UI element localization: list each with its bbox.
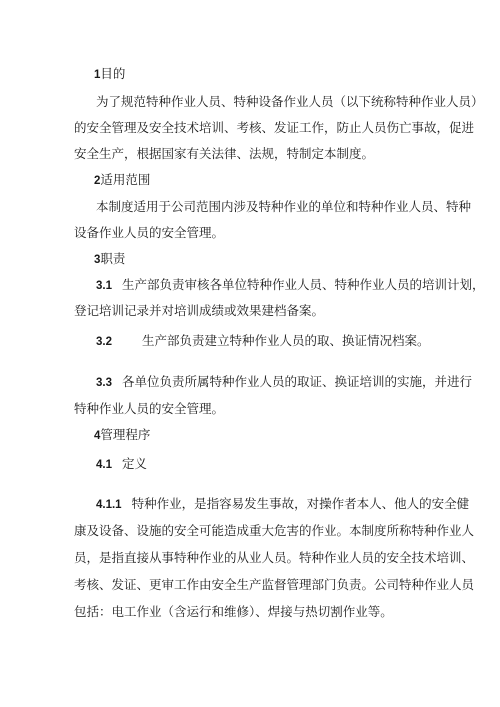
subsection-4-1-title: 定义 [122,456,148,471]
subsection-4-1-number: 4.1 [96,459,112,471]
item-4-1-1-line-4: 考核、发证、更审工作由安全生产监督管理部门负责。公司特种作业人员 [74,577,475,592]
item-4-1-1-line-2: 康及设备、设施的安全可能造成重大危害的作业。本制度所称特种作业人 [74,523,475,538]
item-3-2-line-1 [96,333,430,350]
item-3-1-line-1 [96,277,485,294]
item-3-1-text-1: 生产部负责审核各单位特种作业人员、特种作业人员的培训计划， [122,277,485,292]
item-4-1-1-line-1 [96,496,470,513]
item-3-1-line-2: 登记培训记录并对培训成绩或效果建档备案。 [74,303,325,318]
item-3-3-number: 3.3 [96,377,112,389]
section-2-number: 2 [94,175,101,187]
item-3-2-number: 3.2 [96,336,112,348]
section-3-title: 职责 [100,251,126,266]
section-1-line-1: 为了规范特种作业人员、特种设备作业人员（以下统称特种作业人员） [96,94,484,109]
section-1-number: 1 [94,69,101,81]
subsection-4-1-heading [96,456,147,473]
section-2-line-1: 本制度适用于公司范围内涉及特种作业的单位和特种作业人员、特种 [96,199,472,214]
item-3-3-text-1: 各单位负责所属特种作业人员的取证、换证培训的实施，并进行 [122,374,473,389]
section-1-line-2: 的安全管理及安全技术培训、考核、发证工作，防止人员伤亡事故，促进 [74,120,475,135]
item-3-3-line-2: 特种作业人员的安全管理。 [74,401,225,416]
section-2-line-2: 设备作业人员的安全管理。 [74,225,225,240]
item-4-1-1-text-1: 特种作业，是指容易发生事故，对操作者本人、他人的安全健 [131,496,470,511]
section-4-heading [94,427,150,444]
section-2-heading [94,172,150,189]
item-3-2-text-1: 生产部负责建立特种作业人员的取、换证情况档案。 [142,333,430,348]
section-3-number: 3 [94,254,101,266]
section-4-title: 管理程序 [100,427,151,442]
item-4-1-1-line-5: 包括：电工作业（含运行和维修）、焊接与热切割作业等。 [74,604,393,619]
item-3-3-line-1 [96,374,472,391]
item-4-1-1-line-3: 员，是指直接从事特种作业的从业人员。特种作业人员的安全技术培训、 [74,550,475,565]
section-4-number: 4 [94,430,101,442]
section-1-title: 目的 [100,66,126,81]
section-2-title: 适用范围 [100,172,151,187]
item-4-1-1-number: 4.1.1 [96,499,122,511]
section-1-line-3: 安全生产，根据国家有关法律、法规，特制定本制度。 [74,146,375,161]
item-3-1-number: 3.1 [96,280,112,292]
section-3-heading [94,251,125,268]
section-1-heading [94,66,125,83]
